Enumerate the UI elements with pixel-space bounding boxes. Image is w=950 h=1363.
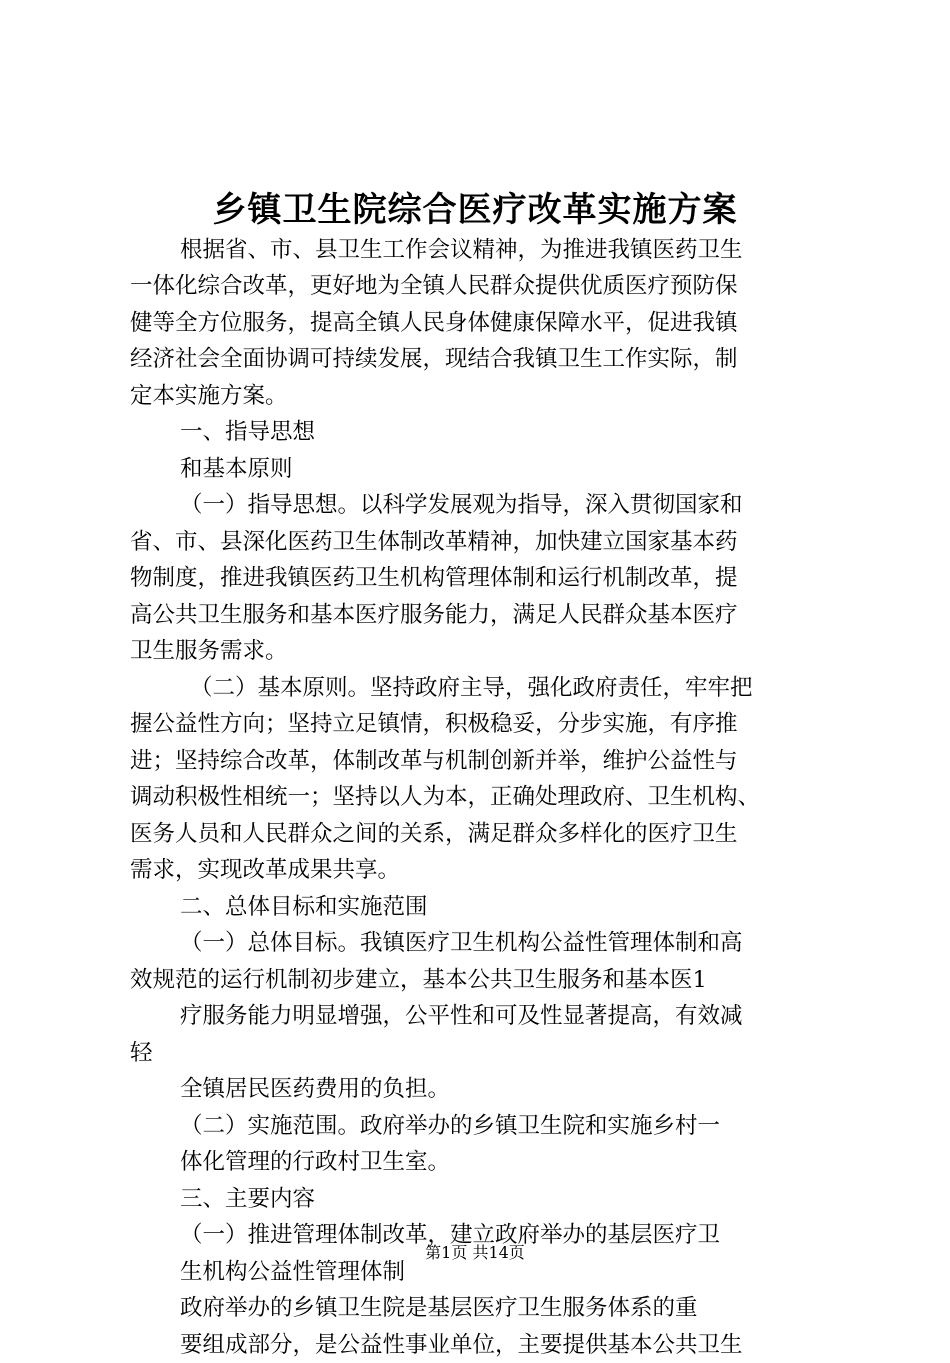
body-line: 一体化综合改革，更好地为全镇人民群众提供优质医疗预防保 (130, 273, 738, 299)
body-line: （一）总体目标。我镇医疗卫生机构公益性管理体制和高 (180, 930, 743, 956)
body-line: 经济社会全面协调可持续发展，现结合我镇卫生工作实际，制 (130, 346, 738, 372)
body-line: 效规范的运行机制初步建立，基本公共卫生服务和基本医1 (130, 967, 707, 993)
body-line: （二）实施范围。政府举办的乡镇卫生院和实施乡村一 (180, 1113, 721, 1139)
body-line: 根据省、市、县卫生工作会议精神，为推进我镇医药卫生 (180, 237, 743, 263)
body-line: 轻 (130, 1040, 153, 1066)
body-line: 物制度，推进我镇医药卫生机构管理体制和运行机制改革，提 (130, 565, 738, 591)
subsection-heading: 生机构公益性管理体制 (180, 1259, 406, 1285)
page-number-footer: 第1页 共14页 (425, 1243, 525, 1262)
body-line: 要组成部分，是公益性事业单位，主要提供基本公共卫生 (180, 1332, 743, 1358)
body-line: 需求，实现改革成果共享。 (130, 857, 401, 883)
body-line: 全镇居民医药费用的负担。 (180, 1076, 451, 1102)
section-heading: 和基本原则 (180, 456, 293, 482)
body-line: 省、市、县深化医药卫生体制改革精神，加快建立国家基本药 (130, 529, 738, 555)
body-line: 高公共卫生服务和基本医疗服务能力，满足人民群众基本医疗 (130, 602, 738, 628)
body-line: 调动积极性相统一；坚持以人为本，正确处理政府、卫生机构、 (130, 784, 761, 810)
body-line: （一）指导思想。以科学发展观为指导，深入贯彻国家和 (180, 492, 743, 518)
body-line: 进；坚持综合改革，体制改革与机制创新并举，维护公益性与 (130, 748, 738, 774)
section-heading: 一、指导思想 (180, 419, 316, 445)
section-heading: 二、总体目标和实施范围 (180, 894, 428, 920)
body-line: 体化管理的行政村卫生室。 (180, 1149, 451, 1175)
subsection-heading: （一）推进管理体制改革，建立政府举办的基层医疗卫 (180, 1222, 721, 1248)
body-line: （二）基本原则。坚持政府主导，强化政府责任，牢牢把 (190, 675, 753, 701)
section-heading: 三、主要内容 (180, 1186, 316, 1212)
body-line: 定本实施方案。 (130, 383, 288, 409)
body-line: 健等全方位服务，提高全镇人民身体健康保障水平，促进我镇 (130, 310, 738, 336)
document-title: 乡镇卫生院综合医疗改革实施方案 (212, 190, 738, 230)
body-line: 医务人员和人民群众之间的关系，满足群众多样化的医疗卫生 (130, 821, 738, 847)
body-line: 疗服务能力明显增强，公平性和可及性显著提高，有效减 (180, 1003, 743, 1029)
body-line: 卫生服务需求。 (130, 638, 288, 664)
body-line: 握公益性方向；坚持立足镇情，积极稳妥，分步实施，有序推 (130, 711, 738, 737)
body-line: 政府举办的乡镇卫生院是基层医疗卫生服务体系的重 (180, 1295, 698, 1321)
